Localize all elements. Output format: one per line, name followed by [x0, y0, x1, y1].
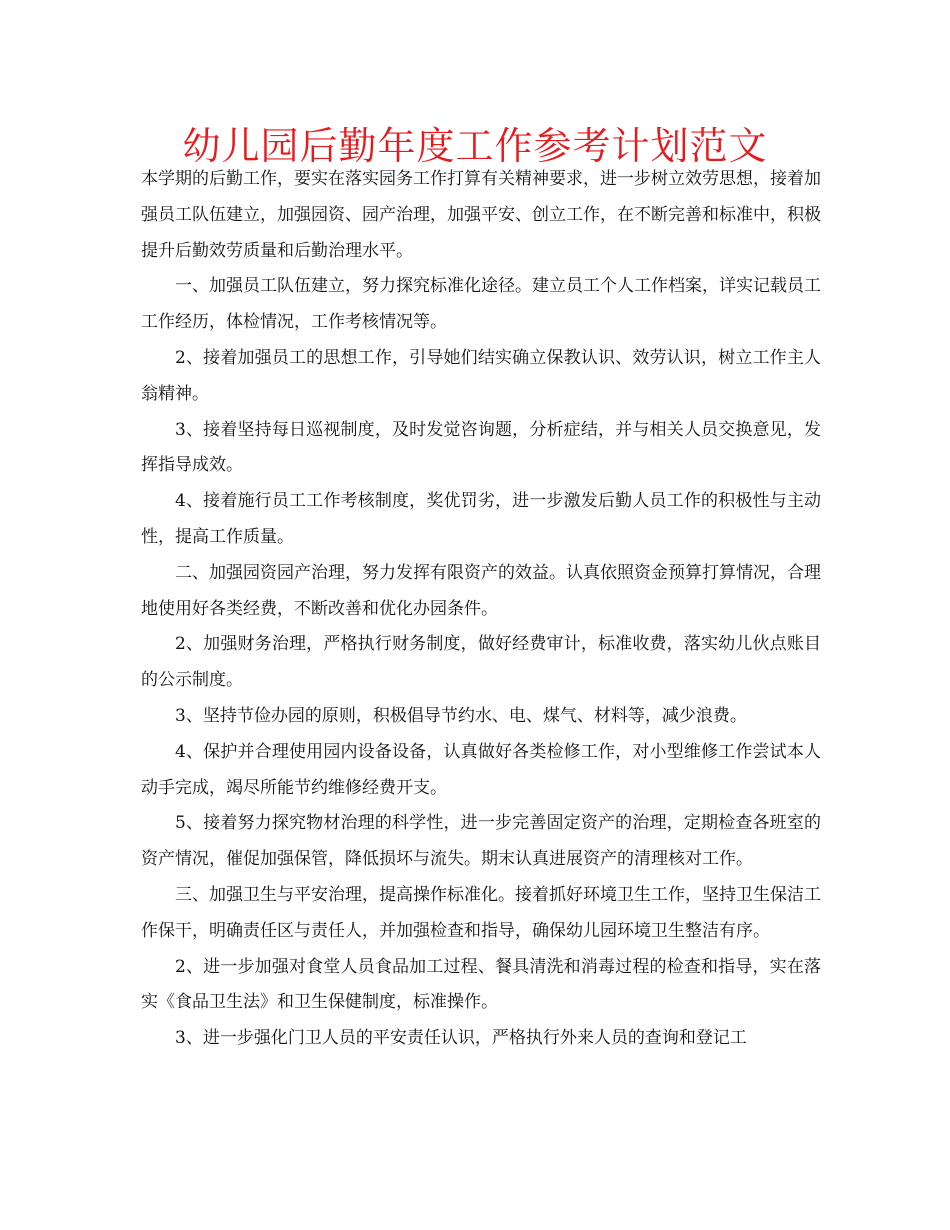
- section-3-item-3: 3、进一步强化门卫人员的平安责任认识，严格执行外来人员的查询和登记工: [175, 1028, 747, 1049]
- section-3-heading-paragraph: 三、加强卫生与平安治理，提高操作标准化。接着抓好环境卫生工作，坚持卫生保洁工作保干，明确责任区与责任人，并加强检查和指导，确保幼儿园环境卫生整洁有序。: [141, 884, 821, 941]
- document-title: 幼儿园后勤年度工作参考计划范文: [182, 124, 768, 168]
- section-1-item-4: 4、接着施行员工工作考核制度，奖优罚劣，进一步激发后勤人员工作的积极性与主动性，提高工作质量。: [141, 491, 821, 547]
- section-1-item-2: 2、接着加强员工的思想工作，引导她们结实确立保教认识、效劳认识，树立工作主人翁精神。: [141, 347, 821, 404]
- section-1-item-3: 3、接着坚持每日巡视制度，及时发觉咨询题，分析症结，并与相关人员交换意见，发挥指导成效。: [141, 419, 821, 476]
- section-2-item-3: 3、坚持节俭办园的原则，积极倡导节约水、电、煤气、材料等，减少浪费。: [175, 705, 747, 726]
- section-1-heading-paragraph: 一、加强员工队伍建立，努力探究标准化途径。建立员工个人工作档案，详实记载员工工作经历，体检情况，工作考核情况等。: [141, 276, 821, 333]
- section-3-item-2: 2、进一步加强对食堂人员食品加工过程、餐具清洗和消毒过程的检查和指导，实在落实《食品卫生法》和卫生保健制度，标准操作。: [141, 956, 821, 1013]
- section-2-heading-paragraph: 二、加强园资园产治理，努力发挥有限资产的效益。认真依照资金预算打算情况，合理地使用好各类经费，不断改善和优化办园条件。: [141, 562, 821, 619]
- section-2-item-5: 5、接着努力探究物材治理的科学性，进一步完善固定资产的治理，定期检查各班室的资产情况，催促加强保管，降低损坏与流失。期末认真进展资产的清理核对工作。: [141, 813, 821, 870]
- section-2-item-4: 4、保护并合理使用园内设备设备，认真做好各类检修工作，对小型维修工作尝试本人动手完成，竭尽所能节约维修经费开支。: [141, 741, 821, 798]
- document-body: [141, 162, 821, 1057]
- intro-paragraph: 本学期的后勤工作，要实在落实园务工作打算有关精神要求，进一步树立效劳思想，接着加强员工队伍建立，加强园资、园产治理，加强平安、创立工作，在不断完善和标准中，积极提升后勤效劳质量和后勤治理水平。: [141, 169, 821, 261]
- section-2-item-2: 2、加强财务治理，严格执行财务制度，做好经费审计，标准收费，落实幼儿伙点账目的公示制度。: [141, 634, 821, 691]
